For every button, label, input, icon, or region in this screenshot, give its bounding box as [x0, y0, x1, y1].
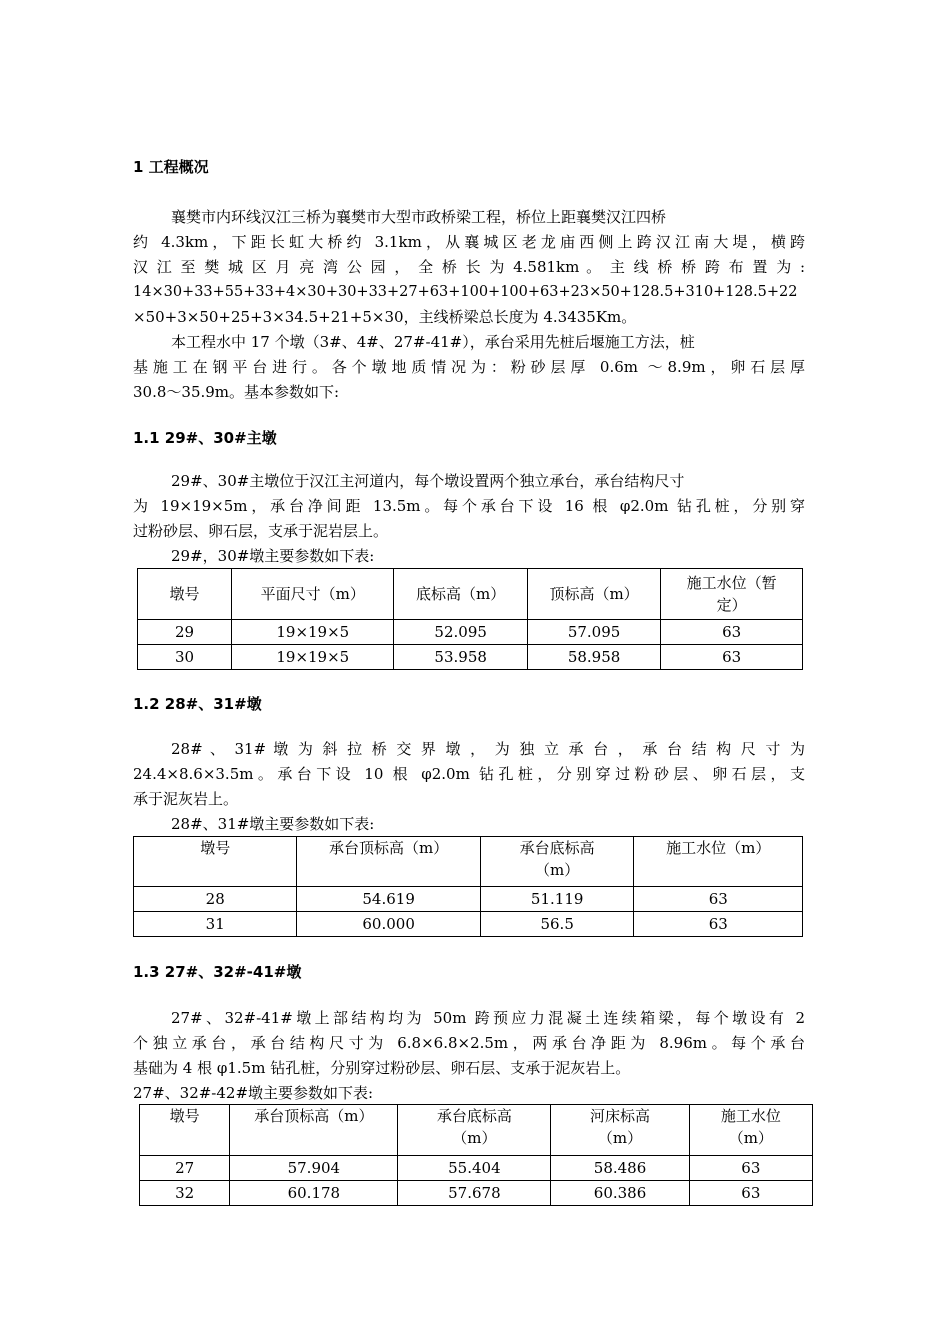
- table-row: [134, 912, 803, 937]
- table-cell: 58.486: [551, 1156, 689, 1181]
- header-text: （m）: [597, 1129, 643, 1147]
- paragraph-line: 为 19×19×5m，承台净间距 13.5m。每个承台下设 16 根 φ2.0m 钻孔桩，分别穿: [133, 497, 805, 515]
- header-text: （m）: [452, 1129, 497, 1147]
- table-cell: 58.958: [527, 645, 660, 670]
- table-cell: 60.178: [230, 1181, 398, 1206]
- table-cell: 27: [140, 1156, 230, 1181]
- header-text: （m）: [728, 1129, 773, 1147]
- table-cell: 63: [661, 620, 803, 645]
- table-header-row: [134, 837, 803, 887]
- table-cell: 63: [661, 645, 803, 670]
- table-cell: 54.619: [297, 887, 480, 912]
- table-cell: 60.000: [297, 912, 480, 937]
- table-header-cell: 墩号: [140, 1105, 230, 1156]
- table-cell: 52.095: [394, 620, 527, 645]
- paragraph-line: 汉 江 至 樊 城 区 月 亮 湾 公 园 ， 全 桥 长 为 4.581km 。 主 线 桥 桥 跨 布 置 为 :: [133, 258, 805, 276]
- subsection-heading: 1.1 29#、30#主墩: [133, 429, 277, 447]
- paragraph-line: 27#、32#-41#墩上部结构均为 50m 跨预应力混凝土连续箱梁，每个墩设有 2: [171, 1009, 805, 1027]
- header-text: 施工水位: [720, 1107, 781, 1125]
- table-caption: 29#，30#墩主要参数如下表:: [171, 547, 375, 565]
- paragraph-line: 襄樊市内环线汉江三桥为襄樊市大型市政桥梁工程，桥位上距襄樊汉江四桥: [171, 208, 667, 226]
- paragraph-line: 本工程水中 17 个墩（3#、4#、27#-41#），承台采用先桩后堰施工方法，桩: [171, 333, 695, 351]
- paragraph-line: 基础为 4 根 φ1.5m 钻孔桩，分别穿过粉砂层、卵石层、支承于泥灰岩上。: [133, 1059, 631, 1077]
- table-cell: 30: [138, 645, 232, 670]
- table-header-cell: [661, 569, 803, 620]
- paragraph-line: 30.8～35.9m。基本参数如下:: [133, 383, 340, 401]
- table-header-row: [138, 569, 803, 620]
- paragraph-line: 个独立承台，承台结构尺寸为 6.8×6.8×2.5m，两承台净距为 8.96m。每个承台: [133, 1034, 805, 1052]
- table-cell: 31: [134, 912, 297, 937]
- table-header-cell: 施工水位（m）: [634, 837, 803, 887]
- table-cell: 57.904: [230, 1156, 398, 1181]
- table-29-30: [137, 568, 803, 670]
- header-text: （m）: [535, 861, 580, 879]
- section-heading: 1 工程概况: [133, 158, 209, 176]
- paragraph-line: ×50+3×50+25+3×34.5+21+5×30，主线桥梁总长度为 4.3435Km。: [133, 308, 637, 326]
- table-row: [140, 1181, 813, 1206]
- table-cell: 29: [138, 620, 232, 645]
- table-header-cell: [551, 1105, 689, 1156]
- header-text: 承台底标高: [519, 839, 595, 857]
- table-cell: 55.404: [398, 1156, 551, 1181]
- paragraph-line: 承于泥灰岩上。: [133, 790, 239, 808]
- table-cell: 57.678: [398, 1181, 551, 1206]
- subsection-heading: 1.3 27#、32#-41#墩: [133, 963, 302, 981]
- table-header-cell: 墩号: [138, 569, 232, 620]
- table-header-cell: 墩号: [134, 837, 297, 887]
- table-row: [140, 1156, 813, 1181]
- table-cell: 51.119: [480, 887, 634, 912]
- header-text: 承台底标高: [436, 1107, 512, 1125]
- header-text: 河床标高: [590, 1107, 651, 1125]
- table-cell: 56.5: [480, 912, 634, 937]
- table-cell: 53.958: [394, 645, 527, 670]
- table-27-32: [139, 1104, 813, 1206]
- paragraph-line: 基施工在钢平台进行。各个墩地质情况为：粉砂层厚 0.6m ～8.9m，卵石层厚: [133, 358, 805, 376]
- table-header-cell: [480, 837, 634, 887]
- table-row: [134, 887, 803, 912]
- table-cell: 19×19×5: [232, 620, 394, 645]
- table-header-cell: [689, 1105, 812, 1156]
- table-cell: 63: [689, 1181, 812, 1206]
- table-cell: 57.095: [527, 620, 660, 645]
- table-cell: 28: [134, 887, 297, 912]
- table-cell: 63: [689, 1156, 812, 1181]
- paragraph-line: 29#、30#主墩位于汉江主河道内，每个墩设置两个独立承台，承台结构尺寸: [171, 472, 685, 490]
- table-row: [138, 645, 803, 670]
- table-header-cell: [398, 1105, 551, 1156]
- table-header-cell: 平面尺寸（m）: [232, 569, 394, 620]
- table-header-cell: 承台顶标高（m）: [230, 1105, 398, 1156]
- header-text: 定）: [716, 596, 747, 614]
- table-cell: 63: [634, 912, 803, 937]
- table-cell: 63: [634, 887, 803, 912]
- table-cell: 32: [140, 1181, 230, 1206]
- paragraph-line: 过粉砂层、卵石层，支承于泥岩层上。: [133, 522, 389, 540]
- table-header-row: [140, 1105, 813, 1156]
- paragraph-line: 24.4×8.6×3.5m。承台下设 10 根 φ2.0m 钻孔桩，分别穿过粉砂层、卵石层，支: [133, 765, 805, 783]
- paragraph-line: 28# 、 31# 墩 为 斜 拉 桥 交 界 墩 ， 为 独 立 承 台 ， 承 台 结 构 尺 寸 为: [171, 740, 805, 758]
- table-caption: 28#、31#墩主要参数如下表:: [171, 815, 375, 833]
- table-28-31: [133, 836, 803, 937]
- paragraph-line: 约 4.3km，下距长虹大桥约 3.1km，从襄城区老龙庙西侧上跨汉江南大堤，横跨: [133, 233, 805, 251]
- table-row: [138, 620, 803, 645]
- table-header-cell: 顶标高（m）: [527, 569, 660, 620]
- table-caption: 27#、32#-42#墩主要参数如下表:: [133, 1084, 374, 1102]
- table-cell: 19×19×5: [232, 645, 394, 670]
- table-header-cell: 承台顶标高（m）: [297, 837, 480, 887]
- header-text: 施工水位（暂: [686, 574, 777, 592]
- subsection-heading: 1.2 28#、31#墩: [133, 695, 262, 713]
- paragraph-line: 14×30+33+55+33+4×30+30+33+27+63+100+100+63+23×50+128.5+310+128.5+22: [133, 284, 798, 300]
- table-header-cell: 底标高（m）: [394, 569, 527, 620]
- table-cell: 60.386: [551, 1181, 689, 1206]
